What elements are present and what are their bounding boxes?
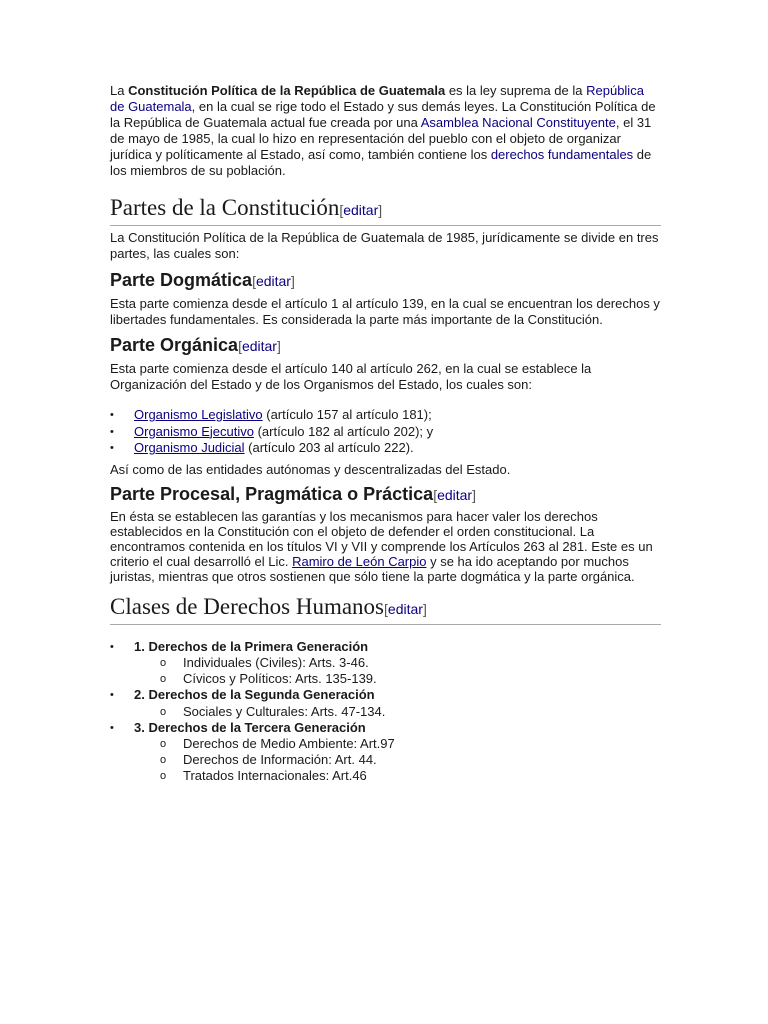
sub-list-item: o Tratados Internacionales: Art.46: [134, 768, 661, 784]
article-content: [110, 83, 661, 784]
organica-after-paragraph: Así como de las entidades autónomas y descentralizadas del Estado.: [110, 461, 511, 477]
edit-link-wrapper: [editar]: [433, 486, 476, 503]
intro-paragraph: [110, 83, 661, 179]
edit-link-wrapper: [editar]: [238, 338, 281, 354]
sub-list-item: o Derechos de Medio Ambiente: Art.97: [134, 736, 661, 752]
organismos-list: [110, 407, 661, 457]
link-organismo-legislativo[interactable]: Organismo Legislativo: [134, 407, 263, 422]
dogmatica-paragraph: Esta parte comienza desde el artículo 1 al artículo 139, en la cual se encuentran los derechos y libertades fundamentales. Es considerada la parte más importante de la Constitución.: [110, 296, 660, 327]
organica-paragraph: Esta parte comienza desde el artículo 140 al artículo 262, en la cual se establece la Organización del Estado y de los Organismos del Estado, los cuales son:: [110, 361, 592, 392]
sub-list: [134, 736, 661, 784]
list-item: [110, 639, 661, 688]
section-heading-organica: [110, 334, 661, 357]
link-ramiro-de-leon-carpio[interactable]: Ramiro de León Carpio: [292, 553, 427, 569]
list-item: [110, 720, 661, 785]
edit-link-clases[interactable]: editar: [387, 600, 423, 617]
section-heading-dogmatica: [110, 269, 661, 292]
sub-list-item: o Sociales y Culturales: Arts. 47-134.: [134, 704, 661, 720]
sub-list: [134, 704, 661, 720]
link-organismo-ejecutivo[interactable]: Organismo Ejecutivo: [134, 423, 254, 439]
generation-label: 2. Derechos de la Segunda Generación: [134, 687, 375, 702]
list-item: [110, 440, 661, 457]
intro-bold-title: Constitución Política de la República de Guatemala: [128, 83, 446, 98]
partes-paragraph: La Constitución Política de la República de Guatemala de 1985, jurídicamente se divide en tres partes, las cuales son:: [110, 230, 659, 261]
edit-link-procesal[interactable]: editar: [437, 486, 473, 503]
edit-link-wrapper: [editar]: [339, 202, 383, 218]
intro-text: , el 31 de mayo de 1985, la cual lo hizo en representación del pueblo con el objeto de organizar jurídica y políticamente al Estado, así como, también contiene los: [110, 115, 652, 162]
list-item: [110, 424, 661, 441]
heading-text: Parte Procesal, Pragmática o Práctica: [110, 483, 434, 504]
list-item-text: (artículo 203 al artículo 222).: [244, 440, 414, 455]
heading-text: Parte Dogmática: [110, 270, 253, 290]
link-organismo-judicial[interactable]: Organismo Judicial: [134, 440, 245, 455]
intro-text: , en la cual se rige todo el Estado y sus demás leyes. La Constitución Política de la República de Guatemala actual fue creada por una: [110, 99, 656, 130]
heading-text: Partes de la Constitución: [110, 195, 340, 220]
list-item-text: (artículo 157 al artículo 181);: [262, 407, 432, 422]
procesal-text: y se ha ido aceptando por muchos juristas, mientras que otros sostienen que sólo tiene la parte dogmática y la parte orgánica.: [110, 553, 635, 584]
heading-text: Parte Orgánica: [110, 335, 239, 355]
edit-link-dogmatica[interactable]: editar: [255, 273, 291, 289]
list-item-text: (artículo 182 al artículo 202); y: [253, 423, 434, 439]
list-item: [110, 407, 661, 424]
sub-list-item: o Derechos de Información: Art. 44.: [134, 752, 661, 768]
edit-link-wrapper: [editar]: [384, 600, 427, 617]
sub-list-item: o Cívicos y Políticos: Arts. 135-139.: [134, 671, 661, 687]
generation-label: 3. Derechos de la Tercera Generación: [134, 719, 366, 735]
procesal-text: En ésta se establecen las garantías y los mecanismos para hacer valer los derechos establecidos en la Constitución con el objeto de defender el orden constitucional. La encontramos contenida en los títulos VI y VII y comprende los Artículos 263 al 281. Este es un criterio el cual desarrolló el Lic.: [110, 508, 653, 569]
intro-text: de los miembros de su población.: [110, 147, 652, 178]
link-derechos-fundamentales[interactable]: derechos fundamentales: [490, 147, 634, 162]
intro-text: es la ley suprema de la: [445, 83, 587, 98]
section-heading-partes: [110, 195, 661, 226]
intro-text: La: [110, 83, 129, 98]
list-item: [110, 687, 661, 720]
generations-list: [110, 639, 661, 785]
section-heading-procesal: [110, 483, 661, 506]
heading-text: Clases de Derechos Humanos: [110, 593, 385, 619]
sub-list-item: o Individuales (Civiles): Arts. 3-46.: [134, 655, 661, 671]
generation-label: 1. Derechos de la Primera Generación: [134, 638, 369, 654]
edit-link-partes[interactable]: editar: [343, 202, 379, 218]
link-republica-guatemala[interactable]: República de Guatemala: [110, 83, 644, 114]
edit-link-organica[interactable]: editar: [241, 338, 277, 354]
procesal-paragraph: [110, 509, 661, 584]
sub-list: [134, 655, 661, 687]
link-asamblea-nacional[interactable]: Asamblea Nacional Constituyente: [420, 115, 616, 130]
edit-link-wrapper: [editar]: [252, 273, 295, 289]
section-heading-clases: [110, 594, 661, 625]
